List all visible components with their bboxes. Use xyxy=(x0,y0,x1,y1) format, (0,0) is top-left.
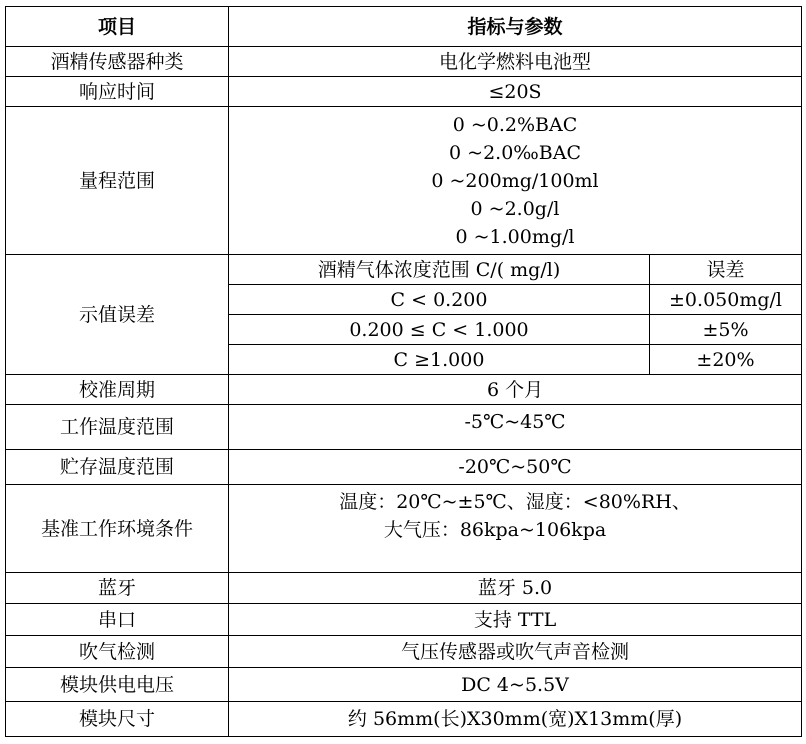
sub-header-conc: 酒精气体浓度范围 C/( mg/l) xyxy=(229,255,650,285)
table-row xyxy=(6,107,802,255)
table-row xyxy=(6,255,802,285)
table-row xyxy=(6,375,802,405)
table-row xyxy=(6,668,802,702)
table-row xyxy=(6,636,802,668)
row-label: 示值误差 xyxy=(6,255,229,375)
table-row xyxy=(6,485,802,573)
row-label: 蓝牙 xyxy=(6,573,229,604)
row-label: 响应时间 xyxy=(6,77,229,107)
header-row xyxy=(6,7,802,47)
row-value: 蓝牙 5.0 xyxy=(229,573,802,604)
error-cell: ±5% xyxy=(650,315,802,345)
row-label: 校准周期 xyxy=(6,375,229,405)
row-value: DC 4~5.5V xyxy=(229,668,802,702)
row-label: 酒精传感器种类 xyxy=(6,47,229,77)
row-label: 量程范围 xyxy=(6,107,229,255)
row-value: 6 个月 xyxy=(229,375,802,405)
conc-cell: C ≥1.000 xyxy=(229,345,650,375)
row-value: -20℃~50℃ xyxy=(229,450,802,485)
sub-header-error: 误差 xyxy=(650,255,802,285)
table-row xyxy=(6,47,802,77)
table-row xyxy=(6,702,802,737)
env-line: 大气压：86kpa~106kpa xyxy=(383,519,607,541)
table-row xyxy=(6,77,802,107)
table-row xyxy=(6,604,802,636)
row-value: -5℃~45℃ xyxy=(229,405,802,450)
table-row xyxy=(6,573,802,604)
header-spec: 指标与参数 xyxy=(229,7,802,47)
range-line: 0 ~0.2%BAC xyxy=(452,113,578,136)
row-label: 贮存温度范围 xyxy=(6,450,229,485)
table-row xyxy=(6,450,802,485)
conc-cell: 0.200 ≤ C < 1.000 xyxy=(229,315,650,345)
range-line: 0 ~2.0‰BAC xyxy=(449,141,581,164)
table-row xyxy=(6,405,802,450)
range-line: 0 ~200mg/100ml xyxy=(431,169,599,192)
row-value: 约 56mm(长)X30mm(宽)X13mm(厚) xyxy=(229,702,802,737)
row-label: 工作温度范围 xyxy=(6,405,229,450)
range-values xyxy=(229,107,802,255)
row-value: 气压传感器或吹气声音检测 xyxy=(229,636,802,668)
row-label: 模块尺寸 xyxy=(6,702,229,737)
env-line: 温度：20℃~±5℃、湿度：<80%RH、 xyxy=(339,491,691,513)
row-label: 基准工作环境条件 xyxy=(6,485,229,573)
header-item: 项目 xyxy=(6,7,229,47)
conc-cell: C < 0.200 xyxy=(229,285,650,315)
row-value: 支持 TTL xyxy=(229,604,802,636)
range-line: 0 ~1.00mg/l xyxy=(455,225,575,248)
row-label: 串口 xyxy=(6,604,229,636)
row-value: ≤20S xyxy=(229,77,802,107)
row-label: 吹气检测 xyxy=(6,636,229,668)
range-line: 0 ~2.0g/l xyxy=(470,197,560,220)
error-cell: ±20% xyxy=(650,345,802,375)
row-value: 电化学燃料电池型 xyxy=(229,47,802,77)
error-cell: ±0.050mg/l xyxy=(650,285,802,315)
row-label: 模块供电电压 xyxy=(6,668,229,702)
row-value xyxy=(229,485,802,573)
spec-table xyxy=(5,6,802,737)
